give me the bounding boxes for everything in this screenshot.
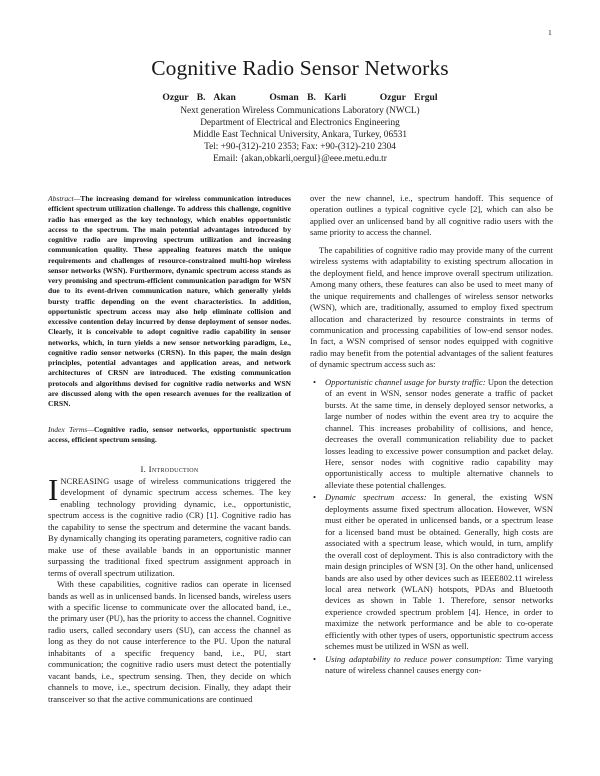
intro-paragraph-2: With these capabilities, cognitive radios can operate in licensed bands as well as in unlicensed bands. In licensed bands, wireless users with a specific license to communicate over the allocated band, i.e., the primary user (PU), has the priority to access the channel. Cognitive radio users, called secondary users (SU), can access the channel as long as they do not cause interference to the PU. Upon the natural inhabitants of a specific frequency band, i.e., PU, start communication; the cognitive radio users must detect the potentially vacant bands, i.e., spectrum sensing. Then, they decide on which channels to move, i.e., spectrum decision. Finally, they adapt their transceiver so that the active communications are continued bbox=[48, 579, 291, 704]
list-item-title: Using adaptability to reduce power consumption: bbox=[325, 653, 503, 664]
affiliation-department: Department of Electrical and Electronics Engineering bbox=[200, 118, 400, 128]
abstract bbox=[48, 194, 291, 409]
list-item-text: Time varying nature of wireless channel causes energy con- bbox=[325, 653, 554, 676]
authors: Ozgur B. Akan Osman B. Karli Ozgur Ergul bbox=[162, 92, 438, 103]
list-item-text: In general, the existing WSN deployments assume fixed spectrum allocation. However, WSN must either be operated in unlicensed bands, or a spectrum lease for a licensed band must be obtained. Generally, high costs are associated with a spectrum lease, which would, in turn, amplify the overall cost of deployment. This is also contradictory with the main design principles of WSN [3]. On the other hand, unlicensed bands are also used by other devices such as IEEE802.11 wireless local area network (WLAN) hotspots, PDAs and Bluetooth devices as shown in Table 1. Therefore, sensor networks experience crowded spectrum problem [4]. Hence, in order to maximize the network performance and be able to co-operate efficiently with other types of users, opportunistic spectrum access schemes must be utilized in WSN as well. bbox=[325, 492, 553, 652]
bullet-icon: • bbox=[313, 653, 316, 664]
advantages-list bbox=[310, 377, 553, 677]
list-item bbox=[310, 654, 553, 677]
list-item bbox=[310, 492, 553, 652]
index-terms bbox=[48, 425, 291, 446]
drop-cap: I bbox=[48, 472, 59, 507]
bullet-icon: • bbox=[313, 376, 316, 387]
index-terms-label: Index Terms— bbox=[48, 425, 94, 434]
paragraph-capabilities: The capabilities of cognitive radio may provide many of the current wireless systems with adaptability to existing spectrum allocation in the deployment field, and hence improve overall spectrum utilization. Among many others, these features can also be used to meet many of the unique requirements and challenges of wireless sensor networks (WSN), which are, traditionally, assumed to employ fixed spectrum allocation and characterized by resource constraints in terms of communication and processing capabilities of low-end sensor nodes. In fact, a WSN comprised of sensor nodes equipped with cognitive radio may benefit from the potential advantages of the salient features of dynamic spectrum access such as: bbox=[310, 244, 553, 370]
introduction-body bbox=[48, 472, 291, 705]
section-heading-introduction: I. Introduction bbox=[140, 464, 199, 474]
list-item bbox=[310, 377, 553, 492]
intro-paragraph-1 bbox=[48, 472, 291, 579]
paragraph-continued: over the new channel, i.e., spectrum handoff. This sequence of operation outlines a typical cognitive cycle [2], which can also be applied over an unlicensed band by all cognitive radio users with the same priority to access the channel. bbox=[310, 193, 553, 238]
contact-phone-fax: Tel: +90-(312)-210 2353; Fax: +90-(312)-210 2304 bbox=[204, 142, 396, 152]
bullet-icon: • bbox=[313, 492, 316, 503]
contact-email: Email: {akan,obkarli,oergul}@eee.metu.edu.tr bbox=[213, 154, 387, 164]
list-item-title: Opportunistic channel usage for bursty traffic: bbox=[325, 376, 486, 387]
paper-title: Cognitive Radio Sensor Networks bbox=[151, 56, 449, 80]
affiliation-lab: Next generation Wireless Communications Laboratory (NWCL) bbox=[180, 106, 420, 116]
abstract-text: The increasing demand for wireless communication introduces efficient spectrum utilization challenge. To address this challenge, cognitive radio has emerged as the key technology, which enables opportunistic access to the spectrum. The main potential advantages introduced by cognitive radio are improving spectrum utilization and increasing communication quality. These appealing features match the unique requirements and challenges of resource-constrained multi-hop wireless sensor networks (WSN). Furthermore, dynamic spectrum access stands as very promising and spectrum-efficient communication paradigm for WSN due to its event-driven communication nature, which generally yields bursty traffic depending on the event characteristics. In addition, opportunistic spectrum access may also help eliminate collision and excessive contention delay incurred by dense deployment of sensor nodes. Clearly, it is conceivable to adopt cognitive radio capability in sensor networks, which, in turn yields a new sensor networking paradigm, i.e., cognitive radio sensor networks (CRSN). In this paper, the main design principles, potential advantages and application areas, and network architectures of CRSN are introduced. The existing communication protocols and algorithms devised for cognitive radio networks and WSN are discussed along with the open research avenues for the realization of CRSN. bbox=[48, 194, 291, 408]
affiliation-university: Middle East Technical University, Ankara, Turkey, 06531 bbox=[192, 130, 408, 140]
intro-paragraph-1-text: usage of wireless communications triggered the development of dynamic spectrum access schemes. The key enabling technology providing dynamic, i.e., opportunistic, spectrum access is the cognitive radio (CR) [1]. Cognitive radio has the capability to sense the spectrum and determine the vacant bands. By dynamically changing its operating parameters, cognitive radio can make use of these available bands in an opportunistic manner surpassing the traditional fixed spectrum assignment approach in terms of overall spectrum utilization. bbox=[48, 476, 291, 578]
page-number: 1 bbox=[548, 28, 552, 37]
list-item-text: Upon the detection of an event in WSN, sensor nodes generate a traffic of packet bursts. At the same time, in densely deployed sensor networks, a large number of nodes within the event area try to acquire the channel. This increases probability of collisions, and hence, decreases the overall communication reliability due to packet losses leading to excessive power consumption and packet delay. Here, sensor nodes with cognitive radio capability may opportunistically access to multiple alternative channels to alleviate these potential challenges. bbox=[325, 376, 553, 490]
right-column bbox=[310, 193, 553, 678]
list-item-title: Dynamic spectrum access: bbox=[325, 492, 427, 503]
abstract-label: Abstract— bbox=[48, 194, 81, 203]
index-terms-text: Cognitive radio, sensor networks, opportunistic spectrum access, efficient spectrum sensing. bbox=[48, 425, 291, 445]
intro-first-word: NCREASING bbox=[60, 476, 110, 486]
